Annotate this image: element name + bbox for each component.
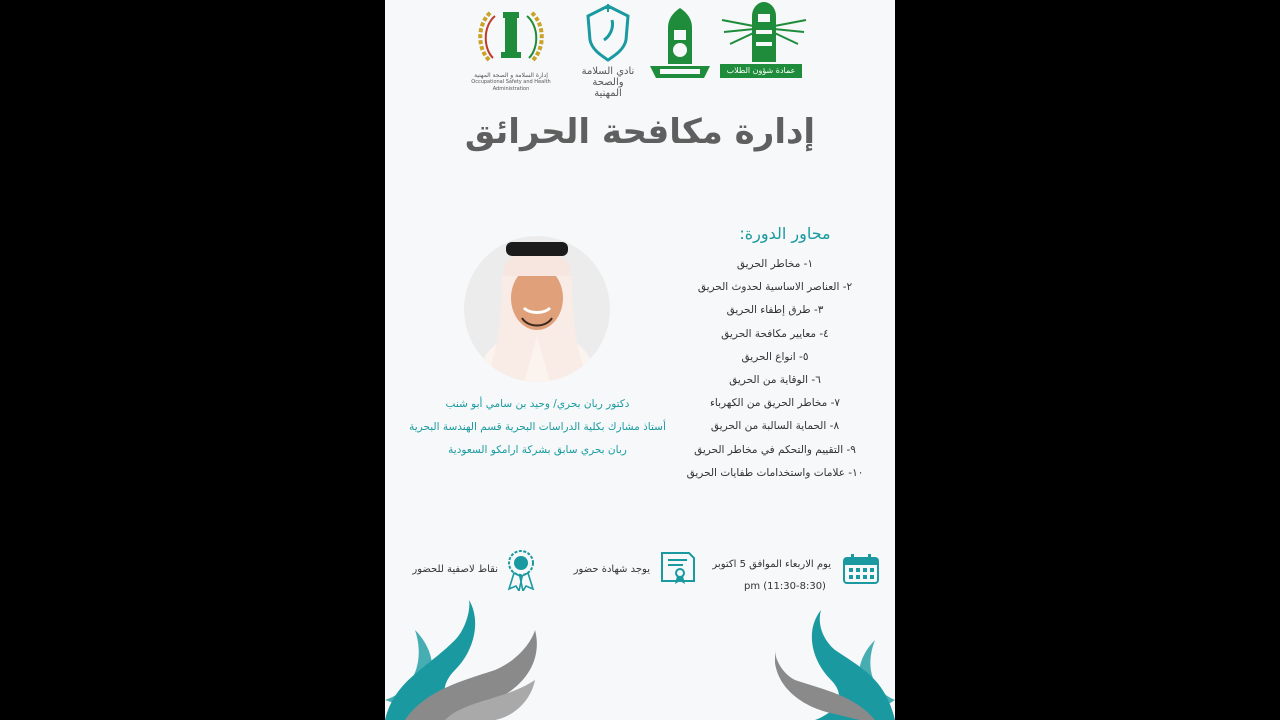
safety-club-logo bbox=[578, 2, 638, 99]
list-item: ١٠- علامات واستخدامات طفايات الحريق bbox=[686, 466, 864, 479]
list-item: ٨- الحماية السالبة من الحريق bbox=[710, 420, 840, 433]
presenter-experience: ربان بحري سابق بشركة ارامكو السعودية bbox=[448, 444, 627, 456]
award-ribbon-icon bbox=[506, 549, 536, 595]
student-affairs-logo bbox=[718, 0, 810, 82]
list-item: ٥- انواع الحريق bbox=[741, 350, 809, 363]
shield-icon bbox=[578, 2, 638, 62]
topics-heading: محاور الدورة: bbox=[739, 224, 831, 243]
student-affairs-label: عمادة شؤون الطلاب bbox=[720, 64, 802, 78]
left-flame-decoration bbox=[385, 600, 545, 720]
presenter-bio bbox=[385, 398, 690, 467]
certificate-text: يوجد شهادة حضور bbox=[573, 564, 650, 575]
date-text: يوم الاربعاء الموافق 5 اكتوبر bbox=[712, 559, 831, 570]
university-crest-icon bbox=[648, 6, 712, 82]
presenter-name: دكتور ربان بحري/ وحيد بن سامي أبو شنب bbox=[445, 398, 630, 410]
poster bbox=[385, 0, 895, 720]
time-text: pm (11:30-8:30) bbox=[744, 581, 826, 592]
list-item: ٦- الوقاية من الحريق bbox=[729, 373, 821, 386]
list-item: ٢- العناصر الاساسية لحدوث الحريق bbox=[697, 281, 853, 294]
osh-admin-logo bbox=[471, 4, 551, 92]
university-logo bbox=[648, 6, 712, 82]
points-text: نقاط لاصفية للحضور bbox=[412, 564, 498, 575]
list-item: ٣- طرق إطفاء الحريق bbox=[726, 304, 824, 317]
list-item: ٧- مخاطر الحريق من الكهرباء bbox=[709, 397, 841, 410]
osh-admin-caption-en: Occupational Safety and Health Administration bbox=[471, 79, 551, 92]
laurel-tower-emblem bbox=[471, 4, 551, 68]
list-item: ٤- معايير مكافحة الحريق bbox=[721, 327, 829, 340]
right-flame-decoration bbox=[775, 610, 895, 720]
club-caption-2: والصحة المهنية bbox=[592, 77, 624, 99]
club-caption-1: نادي السلامة bbox=[581, 66, 635, 77]
presenter-title: أستاذ مشارك بكلية الدراسات البحرية قسم الهندسة البحرية bbox=[409, 421, 666, 433]
topics-list bbox=[665, 258, 885, 490]
calendar-icon bbox=[842, 553, 880, 589]
certificate-icon bbox=[659, 549, 697, 589]
tower-sunburst-icon bbox=[718, 0, 810, 64]
list-item: ٩- التقييم والتحكم في مخاطر الحريق bbox=[694, 443, 856, 456]
list-item: ١- مخاطر الحريق bbox=[736, 258, 814, 270]
page-title: إدارة مكافحة الحرائق bbox=[464, 112, 816, 152]
osh-admin-caption: إدارة السلامة و الصحة المهنية bbox=[474, 72, 548, 79]
presenter-photo bbox=[464, 236, 610, 382]
